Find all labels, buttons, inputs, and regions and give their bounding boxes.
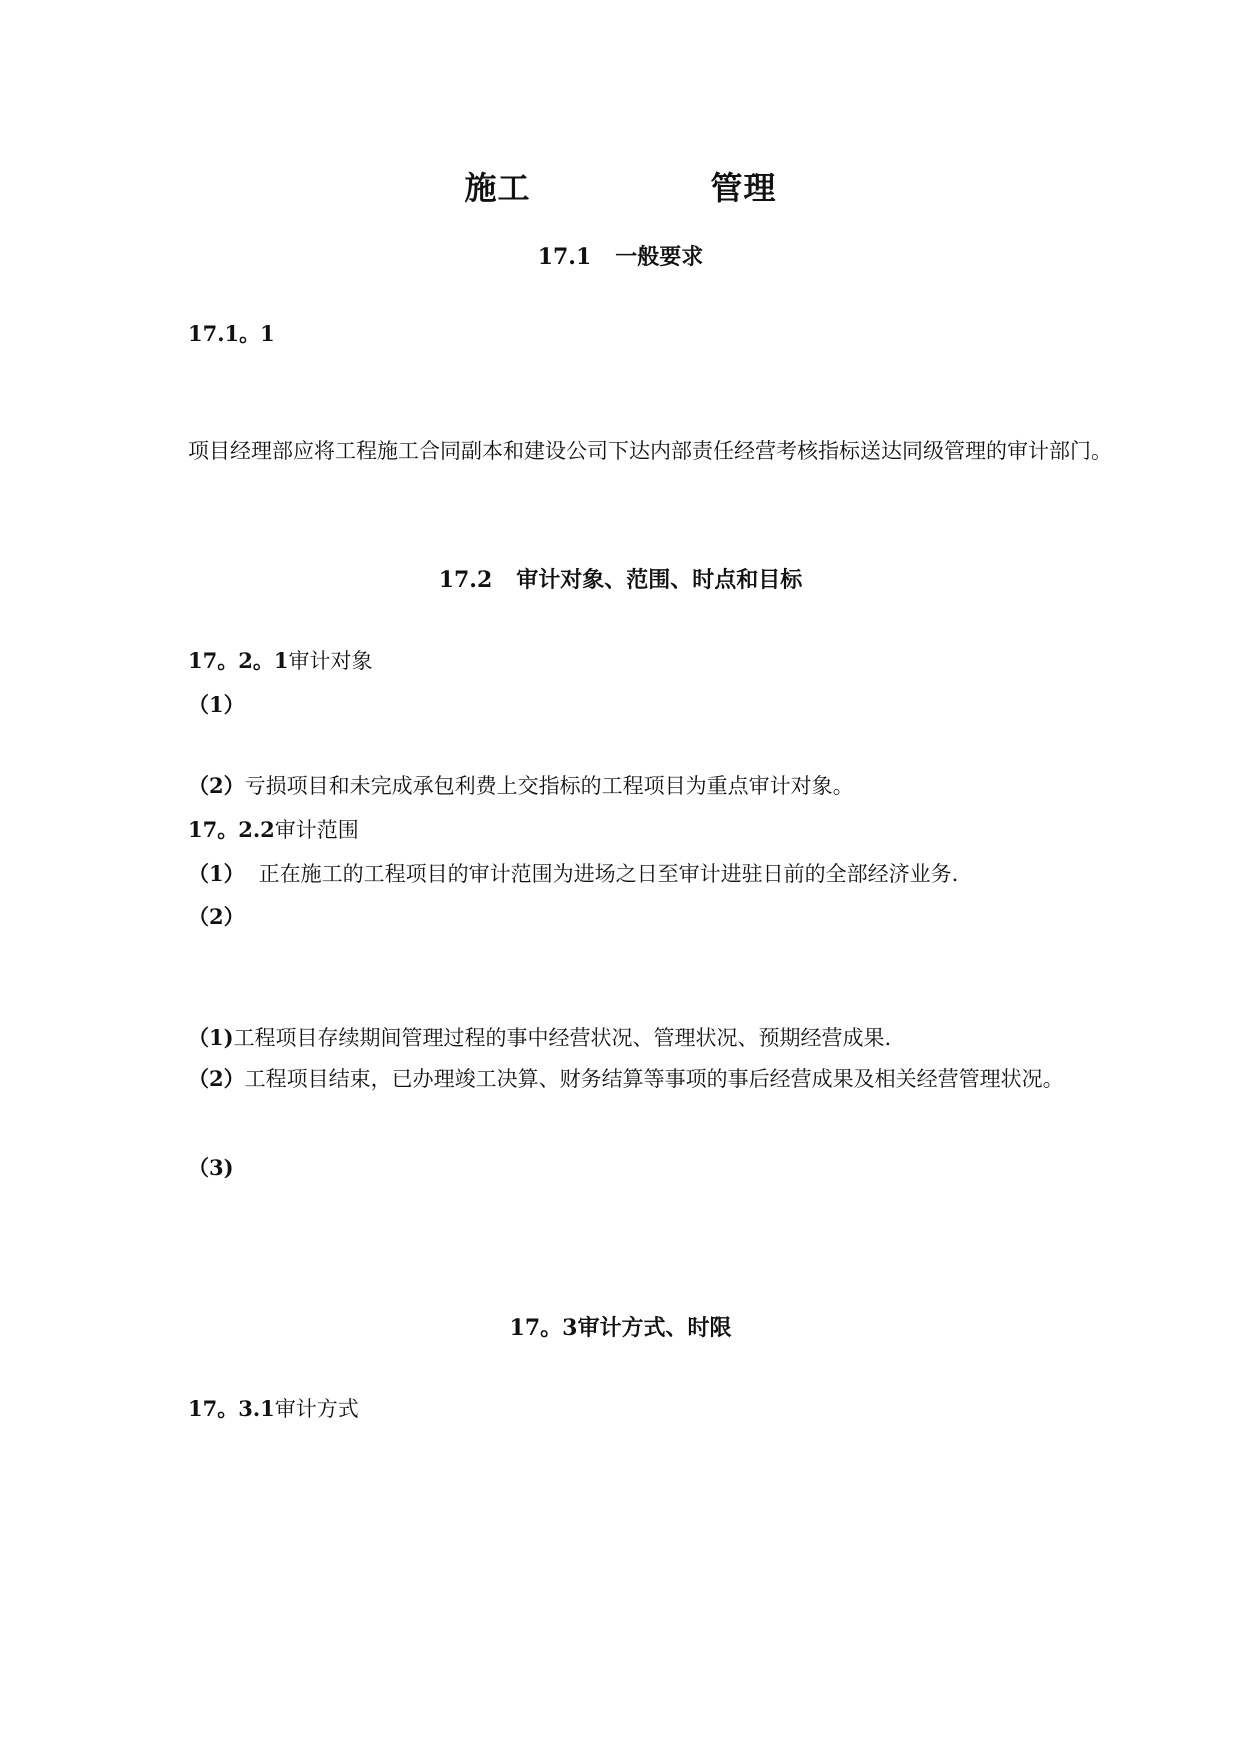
subsection-title: 审计对象 xyxy=(288,649,373,673)
section-title: 审计对象、范围、时点和目标 xyxy=(516,567,803,593)
list-text: 工程项目存续期间管理过程的事中经营状况、管理状况、预期经营成果. xyxy=(233,1026,892,1050)
list-text: 工程项目结束，已办理竣工决算、财务结算等事项的事后经营成果及相关经营管理状况。 xyxy=(244,1067,1064,1091)
section-heading-17-2 xyxy=(0,563,1241,594)
subsection-17-2-2 xyxy=(188,814,359,844)
section-title: 一般要求 xyxy=(615,244,704,270)
list-marker: （2） xyxy=(188,904,245,929)
document-title xyxy=(0,163,1241,209)
list-text: 亏损项目和未完成承包利费上交指标的工程项目为重点审计对象。 xyxy=(244,774,854,798)
subsection-number: 17.1。1 xyxy=(188,321,275,346)
section-heading-17-3 xyxy=(0,1311,1241,1342)
list-marker: （1） xyxy=(188,861,245,886)
subsection-17-3-1 xyxy=(188,1393,359,1423)
list-item-object-1 xyxy=(188,689,245,719)
list-item-scope-2 xyxy=(188,901,245,931)
subsection-number: 17。3.1 xyxy=(188,1396,275,1421)
subsection-title: 审计方式 xyxy=(274,1397,359,1421)
title-right: 管理 xyxy=(710,169,777,207)
list-marker: （2） xyxy=(188,1066,245,1091)
list-item-point-3 xyxy=(188,1152,234,1182)
title-left: 施工 xyxy=(464,169,531,207)
list-marker: （1） xyxy=(188,692,245,717)
subsection-17-1-1 xyxy=(188,318,275,348)
list-marker: （2） xyxy=(188,773,245,798)
section-number: 17.2 xyxy=(438,567,493,593)
list-marker: （3) xyxy=(188,1155,234,1180)
list-item-object-2 xyxy=(188,770,854,800)
list-item-point-1 xyxy=(188,1022,891,1052)
paragraph-general-requirement: 项目经理部应将工程施工合同副本和建设公司下达内部责任经营考核指标送达同级管理的审计部门。 xyxy=(188,439,1112,463)
list-item-scope-1 xyxy=(188,858,958,888)
subsection-title: 审计范围 xyxy=(274,818,359,842)
section-title: 17。3审计方式、时限 xyxy=(509,1315,732,1341)
list-item-point-2 xyxy=(188,1056,1118,1102)
subsection-17-2-1 xyxy=(188,645,372,675)
list-marker: （1) xyxy=(188,1025,234,1050)
subsection-number: 17。2.2 xyxy=(188,817,275,842)
section-number: 17.1 xyxy=(537,244,592,270)
section-heading-17-1 xyxy=(0,240,1241,271)
subsection-number: 17。2。1 xyxy=(188,648,289,673)
list-text: 正在施工的工程项目的审计范围为进场之日至审计进驻日前的全部经济业务. xyxy=(258,862,959,886)
